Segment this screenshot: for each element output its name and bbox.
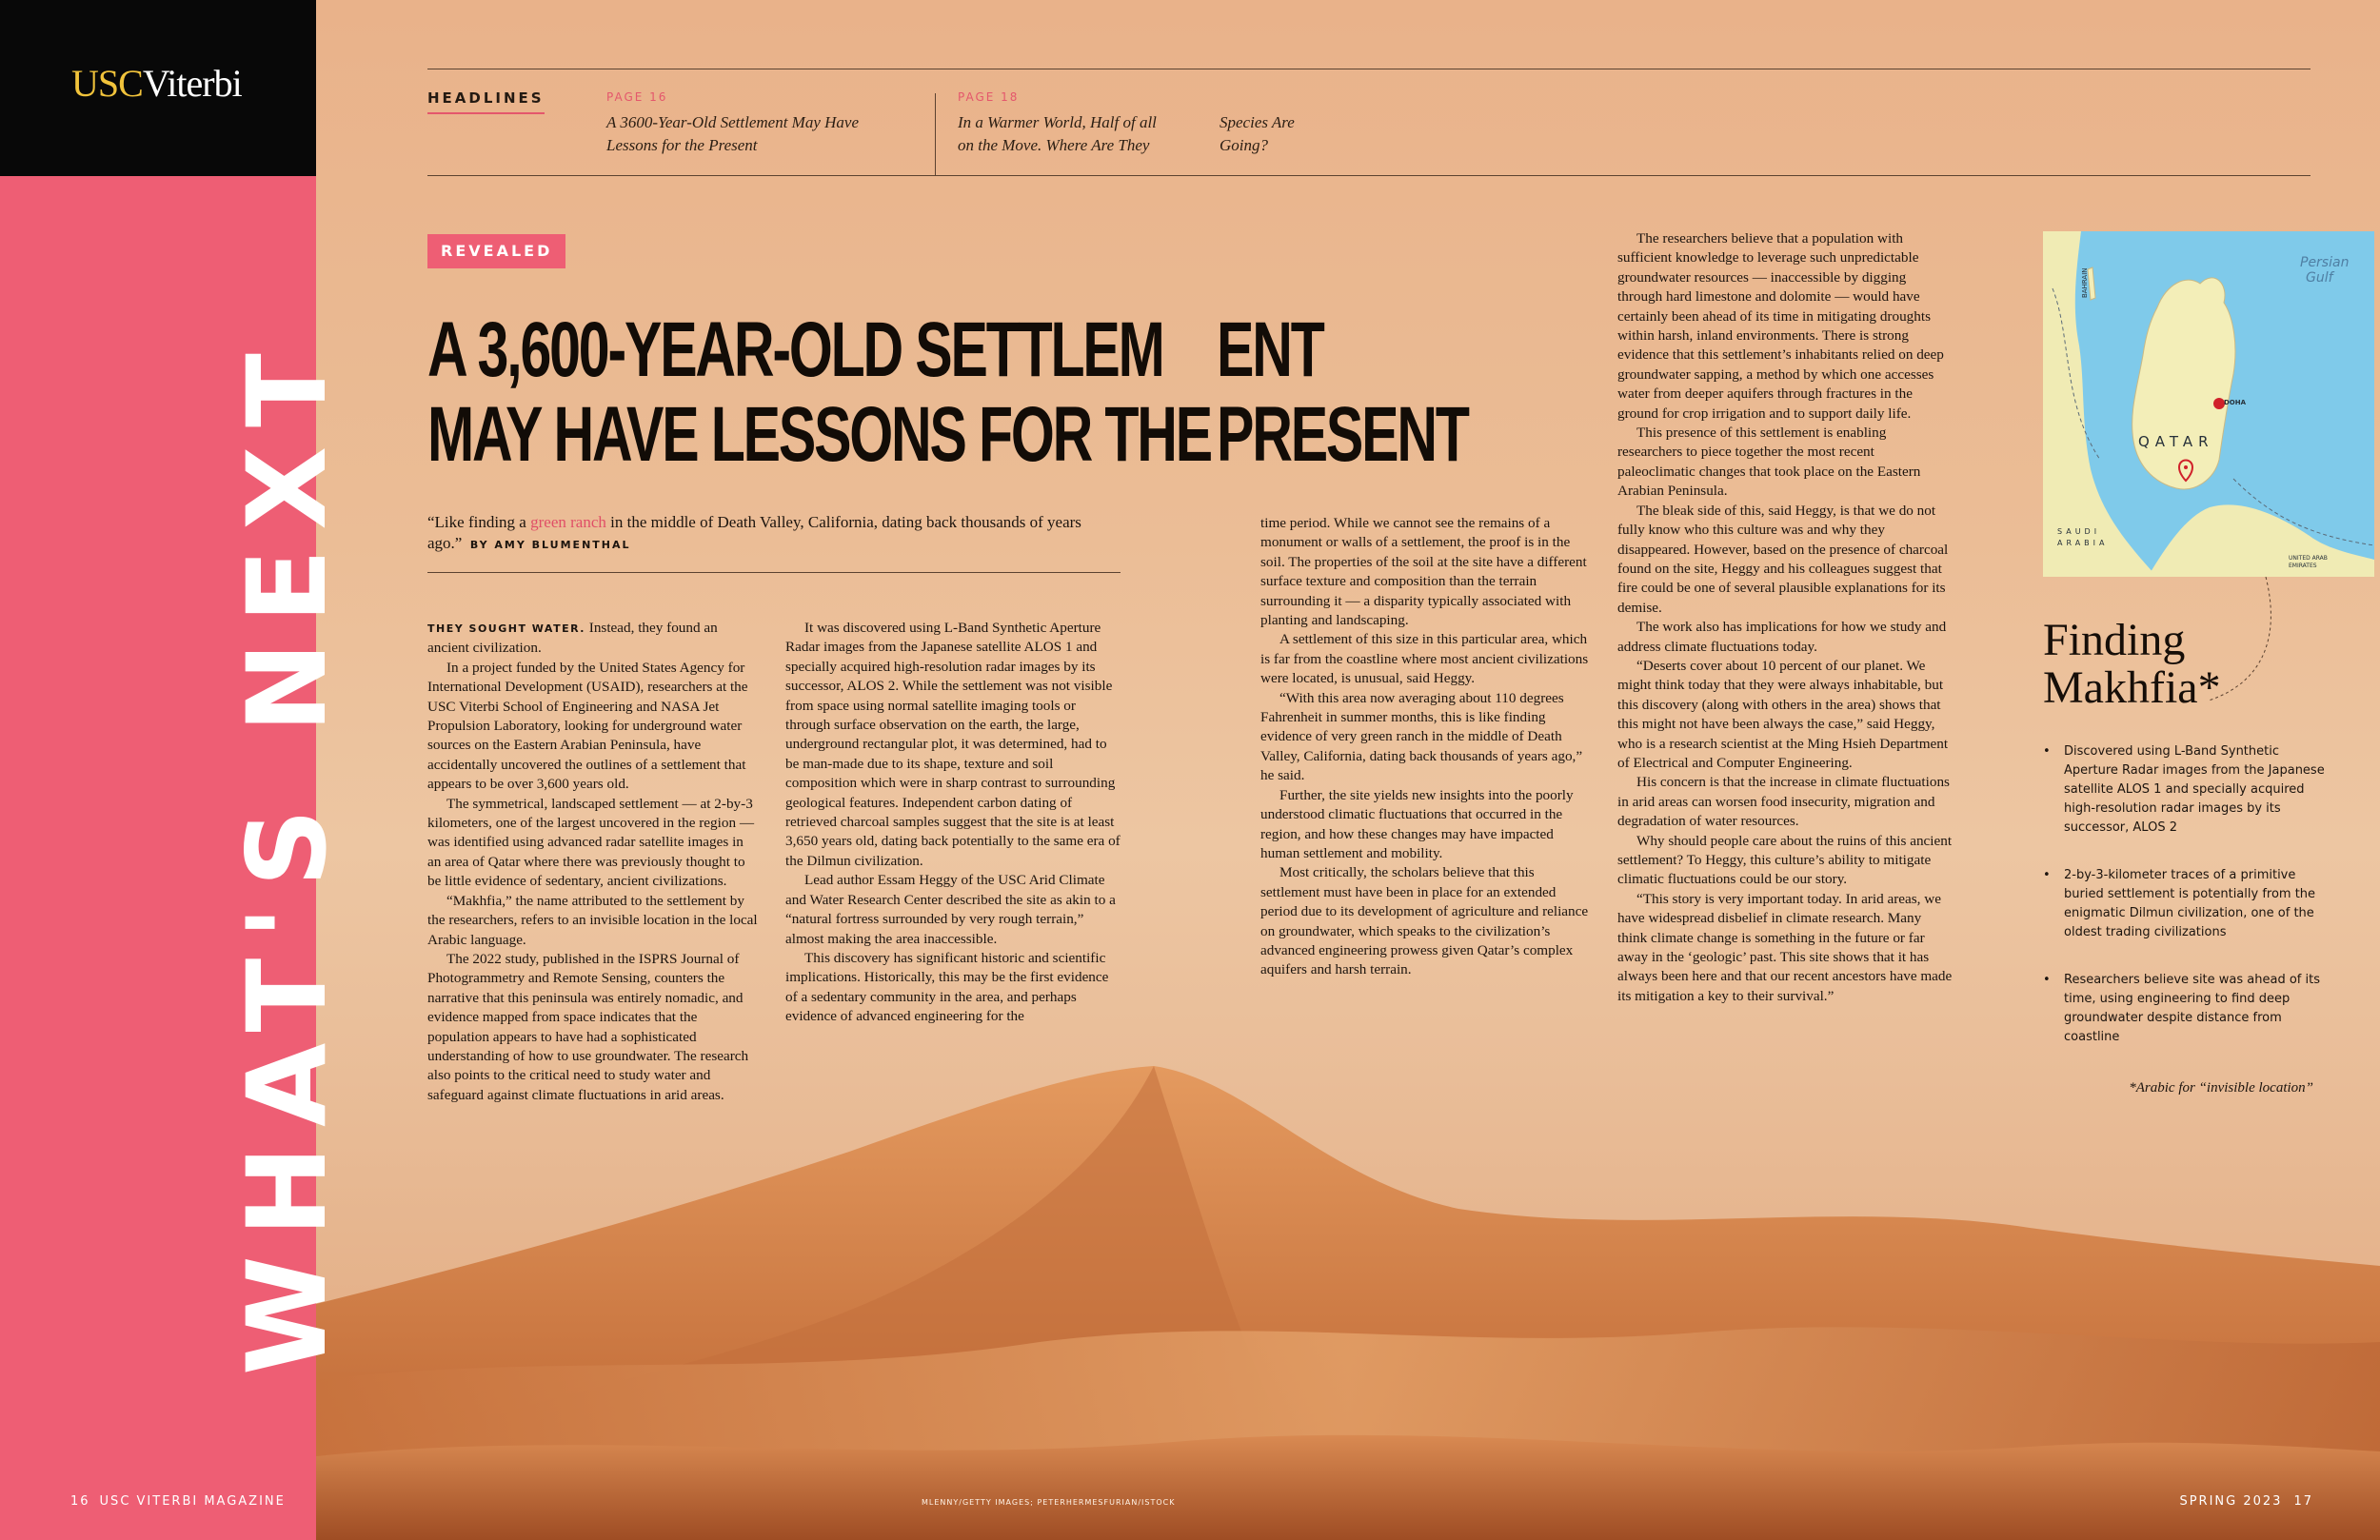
map-label-uae: UNITED ARAB EMIRATES [2289, 555, 2328, 569]
article-dek: “Like finding a green ranch in the middle of Death Valley, California, dating back thousands of years ago.” BY AMY BLUMENTHAL [427, 513, 1081, 552]
map-label-doha: DOHA [2224, 399, 2247, 406]
usc-viterbi-logo-box [0, 0, 316, 176]
qatar-map [2043, 231, 2374, 577]
byline: BY AMY BLUMENTHAL [469, 539, 631, 551]
paragraph: In a project funded by the United States Agency for International Development (USAID), researchers at the USC Viterbi School of Engineering and NASA Jet Propulsion Laboratory, looking for underground water sources on the Eastern Arabian Peninsula, have accidentally uncovered the outlines of a settlement that appears to be over 3,600 years old. [427, 659, 748, 793]
paragraph: “This story is very important today. In arid areas, we have widespread disbelief in climate research. Many think climate change is something in the future or far away in the ‘geologic’ past. This site shows that it has always been here and that our recent ancestors have made its mitigation a key to their survival.” [1617, 890, 1953, 1004]
headline-line2b: PRESENT [1217, 391, 1468, 478]
paragraph: Most critically, the scholars believe that this settlement must have been in place for an extended period due to its development of agriculture and reliance on groundwater, which speaks to the civilization’s advanced engineering prowess given Qatar’s complex aquifers and harsh terrain. [1260, 864, 1589, 978]
body-column-3 [1260, 514, 1596, 980]
paragraph: “Makhfia,” the name attributed to the settlement by the researchers, refers to an invisible location in the local Arabic language. [427, 892, 758, 948]
map-label-persian-gulf: Persian Gulf [2300, 255, 2350, 286]
paragraph: A settlement of this size in this particular area, which is far from the coastline where most ancient civilizations were located, is unusual, said Heggy. [1260, 631, 1589, 687]
paragraph: time period. While we cannot see the remains of a monument or walls of a settlement, the proof is in the soil. The properties of the soil at the site have a different surface texture and composition than the terrain surrounding it — a disparity typically associated with planting and landscaping. [1260, 515, 1587, 629]
sidebar-bullets [2043, 742, 2329, 1076]
headline-line2a: MAY HAVE LESSONS FOR THE [427, 391, 1211, 478]
paragraph: Further, the site yields new insights into the poorly understood climatic fluctuations that occurred in the region, and how these changes may have impacted human settlement and mobility. [1260, 786, 1574, 861]
headlines-label: HEADLINES [427, 89, 545, 114]
list-item: • Researchers believe site was ahead of its time, using engineering to find deep groundwater despite distance from coastline [2043, 971, 2329, 1047]
paragraph: The bleak side of this, said Heggy, is that we do not fully know who this culture was and why they disappeared. However, based on the presence of charcoal found on the site, Heggy and his colleagues suggest that fire could be one of several plausible explanations for its demise. [1617, 502, 1949, 616]
sidebar-title: Finding Makhfia* [2043, 615, 2221, 713]
usc-viterbi-logo[interactable]: USCViterbi [71, 62, 242, 105]
headline-link-species-b[interactable]: Species Are Going? [1220, 113, 1295, 154]
paragraph: “With this area now averaging about 110 degrees Fahrenheit in summer months, this is like finding evidence of very green ranch in the middle of Death Valley, California, dating back thousands of years ago,” he said. [1260, 689, 1583, 784]
paragraph: The symmetrical, landscaped settlement — at 2-by-3 kilometers, one of the largest uncovered in the region — was identified using advanced radar satellite images in an area of Qatar where there was previously thought to be little evidence of sedentary, ancient civilizations. [427, 795, 755, 890]
paragraph: This presence of this settlement is enabling researchers to piece together the most recent paleoclimatic changes that took place on the Eastern Arabian Peninsula. [1617, 424, 1921, 500]
paragraph: His concern is that the increase in climate fluctuations in arid areas can worsen food insecurity, migration and degradation of water resources. [1617, 774, 1950, 830]
map-label-saudi-arabia: SAUDI ARABIA [2057, 527, 2109, 547]
body-column-2 [785, 619, 1121, 1027]
headline-page-16: PAGE 16 [606, 90, 668, 104]
map-label-qatar: QATAR [2138, 433, 2214, 450]
issue-date: SPRING 2023 [2179, 1494, 2283, 1509]
folio-right [2168, 1494, 2313, 1509]
paragraph: Why should people care about the ruins of this ancient settlement? To Heggy, this culture’s ability to mitigate climatic fluctuations could be our story. [1617, 832, 1953, 888]
paragraph: The 2022 study, published in the ISPRS Journal of Photogrammetry and Remote Sensing, counters the narrative that this peninsula was entirely nomadic, and evidence mapped from space indicates that the population appears to have had a sophisticated understanding of how to use groundwater. The research also points to the critical need to study water and safeguard against climate fluctuations in arid areas. [427, 950, 749, 1103]
dek-highlight: green ranch [530, 513, 606, 531]
paragraph: The work also has implications for how we study and address climate fluctuations today. [1617, 619, 1947, 655]
folio-left [70, 1494, 295, 1509]
body-column-1 [427, 619, 761, 1105]
paragraph: Lead author Essam Heggy of the USC Arid Climate and Water Research Center described the site as akin to a “natural fortress surrounded by very rough terrain,” almost making the area inaccessible. [785, 872, 1116, 947]
body-column-4 [1617, 229, 1954, 1006]
page-number-right: 17 [2293, 1494, 2313, 1509]
desert-dunes-photo [316, 1066, 2380, 1540]
headline-link-settlement[interactable]: A 3600-Year-Old Settlement May Have Lessons for the Present [606, 113, 859, 154]
sidebar-footnote: *Arabic for “invisible location” [2129, 1080, 2313, 1096]
section-title: WHAT'S NEXT [224, 334, 350, 1375]
magazine-name: USC VITERBI MAGAZINE [99, 1494, 286, 1509]
revealed-tag: REVEALED [427, 234, 565, 268]
paragraph: This discovery has significant historic and scientific implications. Historically, this may be the first evidence of a sedentary community in the area, and perhaps evidence of advanced engineering for the [785, 949, 1109, 1025]
headline-page-18: PAGE 18 [958, 90, 1020, 104]
dek-rule [427, 572, 1121, 573]
headlines-divider [935, 93, 936, 175]
page-number-left: 16 [70, 1494, 90, 1509]
header-rule-bottom [427, 175, 2311, 176]
headline-link-species-a[interactable]: In a Warmer World, Half of all on the Move. Where Are They [958, 113, 1157, 154]
paragraph: The researchers believe that a population with sufficient knowledge to leverage such unpredictable groundwater resources — inaccessible by digging through hard limestone and dolomite — would have certainly been ahead of its time in mitigating droughts within harsh, inland environments. There is strong evidence that this settlement’s inhabitants relied on deep groundwater sapping, a method by which one accesses water from deeper aquifers through fractures in the ground for crop irrigation and to support daily life. [1617, 230, 1944, 422]
paragraph: THEY SOUGHT WATER. Instead, they found an ancient civilization. [427, 620, 718, 657]
paragraph: It was discovered using L-Band Synthetic Aperture Radar images from the Japanese satellite ALOS 1 and specially acquired high-resolution radar images by its successor, ALOS 2. While the settlement was not visible from space using normal satellite imaging tools or through surface observation on the earth, the large, underground rectangular plot, it was determined, had to be man-made due to its shape, texture and soil composition which were in sharp contrast to surrounding geological features. Independent carbon dating of retrieved charcoal samples suggest that the site is at least 3,650 years old, dating back potentially to the same era of the Dilmun civilization. [785, 620, 1121, 869]
headline-line1a: A 3,600-YEAR-OLD SETTLEM [427, 306, 1163, 393]
paragraph: “Deserts cover about 10 percent of our planet. We might think today that they were always inhabitable, but this discovery (along with others in the area) shows that this might not have been always the case,” said Heggy, who is a research scientist at the Ming Hsieh Department of Electrical and Computer Engineering. [1617, 657, 1949, 771]
list-item: • 2-by-3-kilometer traces of a primitive buried settlement is potentially from the enigmatic Dilmun civilization, one of the oldest trading civilizations [2043, 866, 2329, 942]
photo-credit: MLENNY/GETTY IMAGES; PETERHERMESFURIAN/ISTOCK [922, 1498, 1176, 1507]
list-item: • Discovered using L-Band Synthetic Aperture Radar images from the Japanese satellite ALOS 1 and specially acquired high-resolution radar images by its successor, ALOS 2 [2043, 742, 2329, 838]
map-label-bahrain: BAHRAIN [2081, 267, 2089, 298]
lead-in: THEY SOUGHT WATER. [427, 622, 585, 635]
headline-line1b: ENT [1217, 306, 1323, 393]
